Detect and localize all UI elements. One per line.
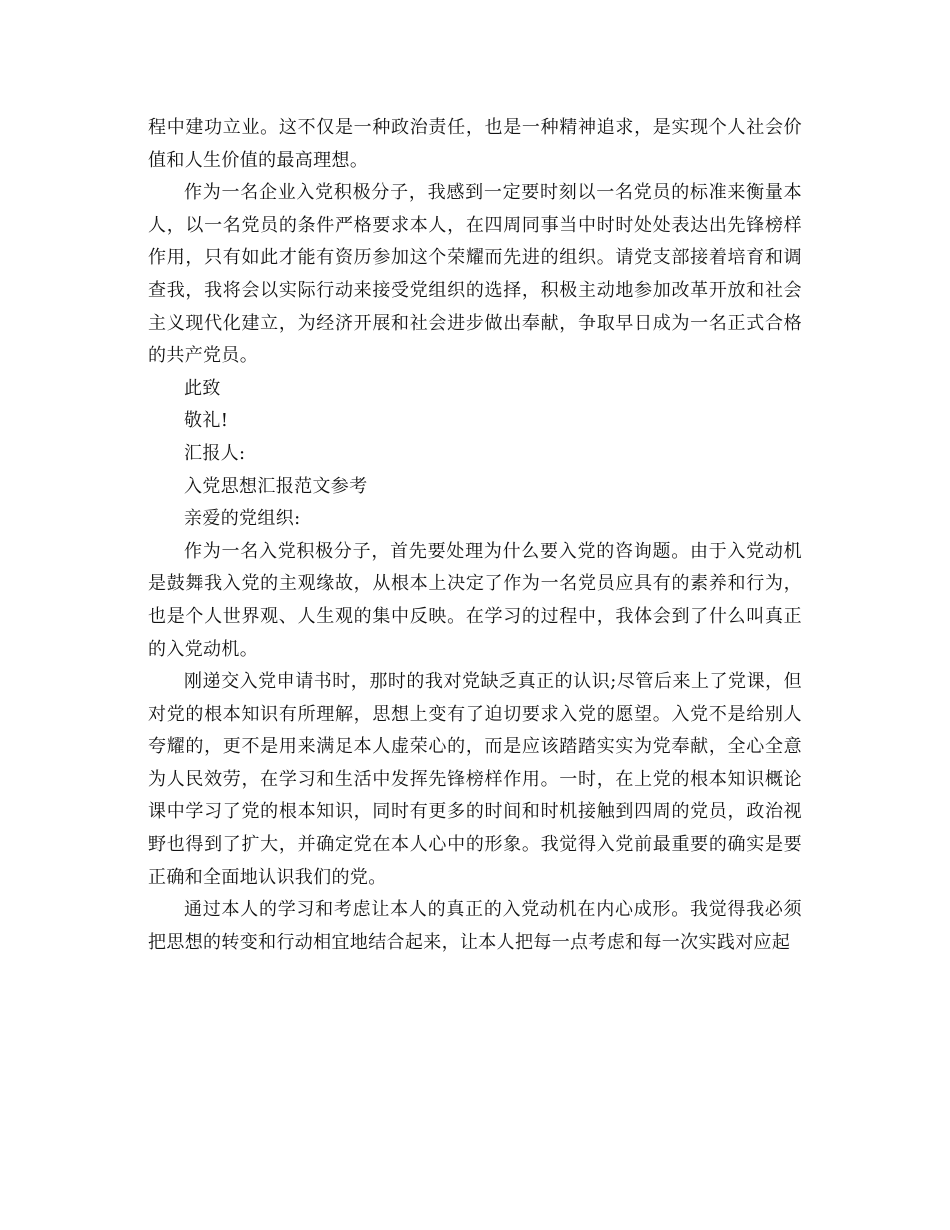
section-title: 入党思想汇报范文参考 <box>184 475 368 497</box>
paragraph-reflection: 通过本人的学习和考虑让本人的真正的入党动机在内心成形。我觉得我必须把思想的转变和行动相宜地结合起来，让本人把每一点考虑和每一次实践对应起 <box>148 899 802 953</box>
paragraph-activist-commitment: 作为一名企业入党积极分子，我感到一定要时刻以一名党员的标准来衡量本人，以一名党员的条件严格要求本人，在四周同事当中时时处处表达出先锋榜样作用，只有如此才能有资历参加这个荣耀而先进的组织。请党支部接着培育和调查我，我将会以实际行动来接受党组织的选择，积极主动地参加改革开放和社会主义现代化建立，为经济开展和社会进步做出奉献，争取早日成为一名正式合格的共产党员。 <box>148 182 802 367</box>
closing-regards: 敬礼! <box>184 410 229 432</box>
closing-salutation: 此致 <box>184 377 221 399</box>
document-body <box>148 112 802 959</box>
paragraph-application: 刚递交入党申请书时，那时的我对党缺乏真正的认识;尽管后来上了党课，但对党的根本知识有所理解，思想上变有了迫切要求入党的愿望。入党不是给别人夸耀的，更不是用来满足本人虚荣心的，而是应该踏踏实实为党奉献，全心全意为人民效劳，在学习和生活中发挥先锋榜样作用。一时，在上党的根本知识概论课中学习了党的根本知识，同时有更多的时间和时机接触到四周的党员，政治视野也得到了扩大，并确定党在本人心中的形象。我觉得入党前最重要的确实是要正确和全面地认识我们的党。 <box>148 671 802 888</box>
paragraph-motivation: 作为一名入党积极分子，首先要处理为什么要入党的咨询题。由于入党动机是鼓舞我入党的主观缘故，从根本上决定了作为一名党员应具有的素养和行为，也是个人世界观、人生观的集中反映。在学习的过程中，我体会到了什么叫真正的入党动机。 <box>148 540 802 660</box>
paragraph-continuation: 程中建功立业。这不仅是一种政治责任，也是一种精神追求，是实现个人社会价值和人生价值的最高理想。 <box>148 117 802 171</box>
reporter-line: 汇报人: <box>184 442 246 464</box>
greeting: 亲爱的党组织: <box>184 508 301 530</box>
